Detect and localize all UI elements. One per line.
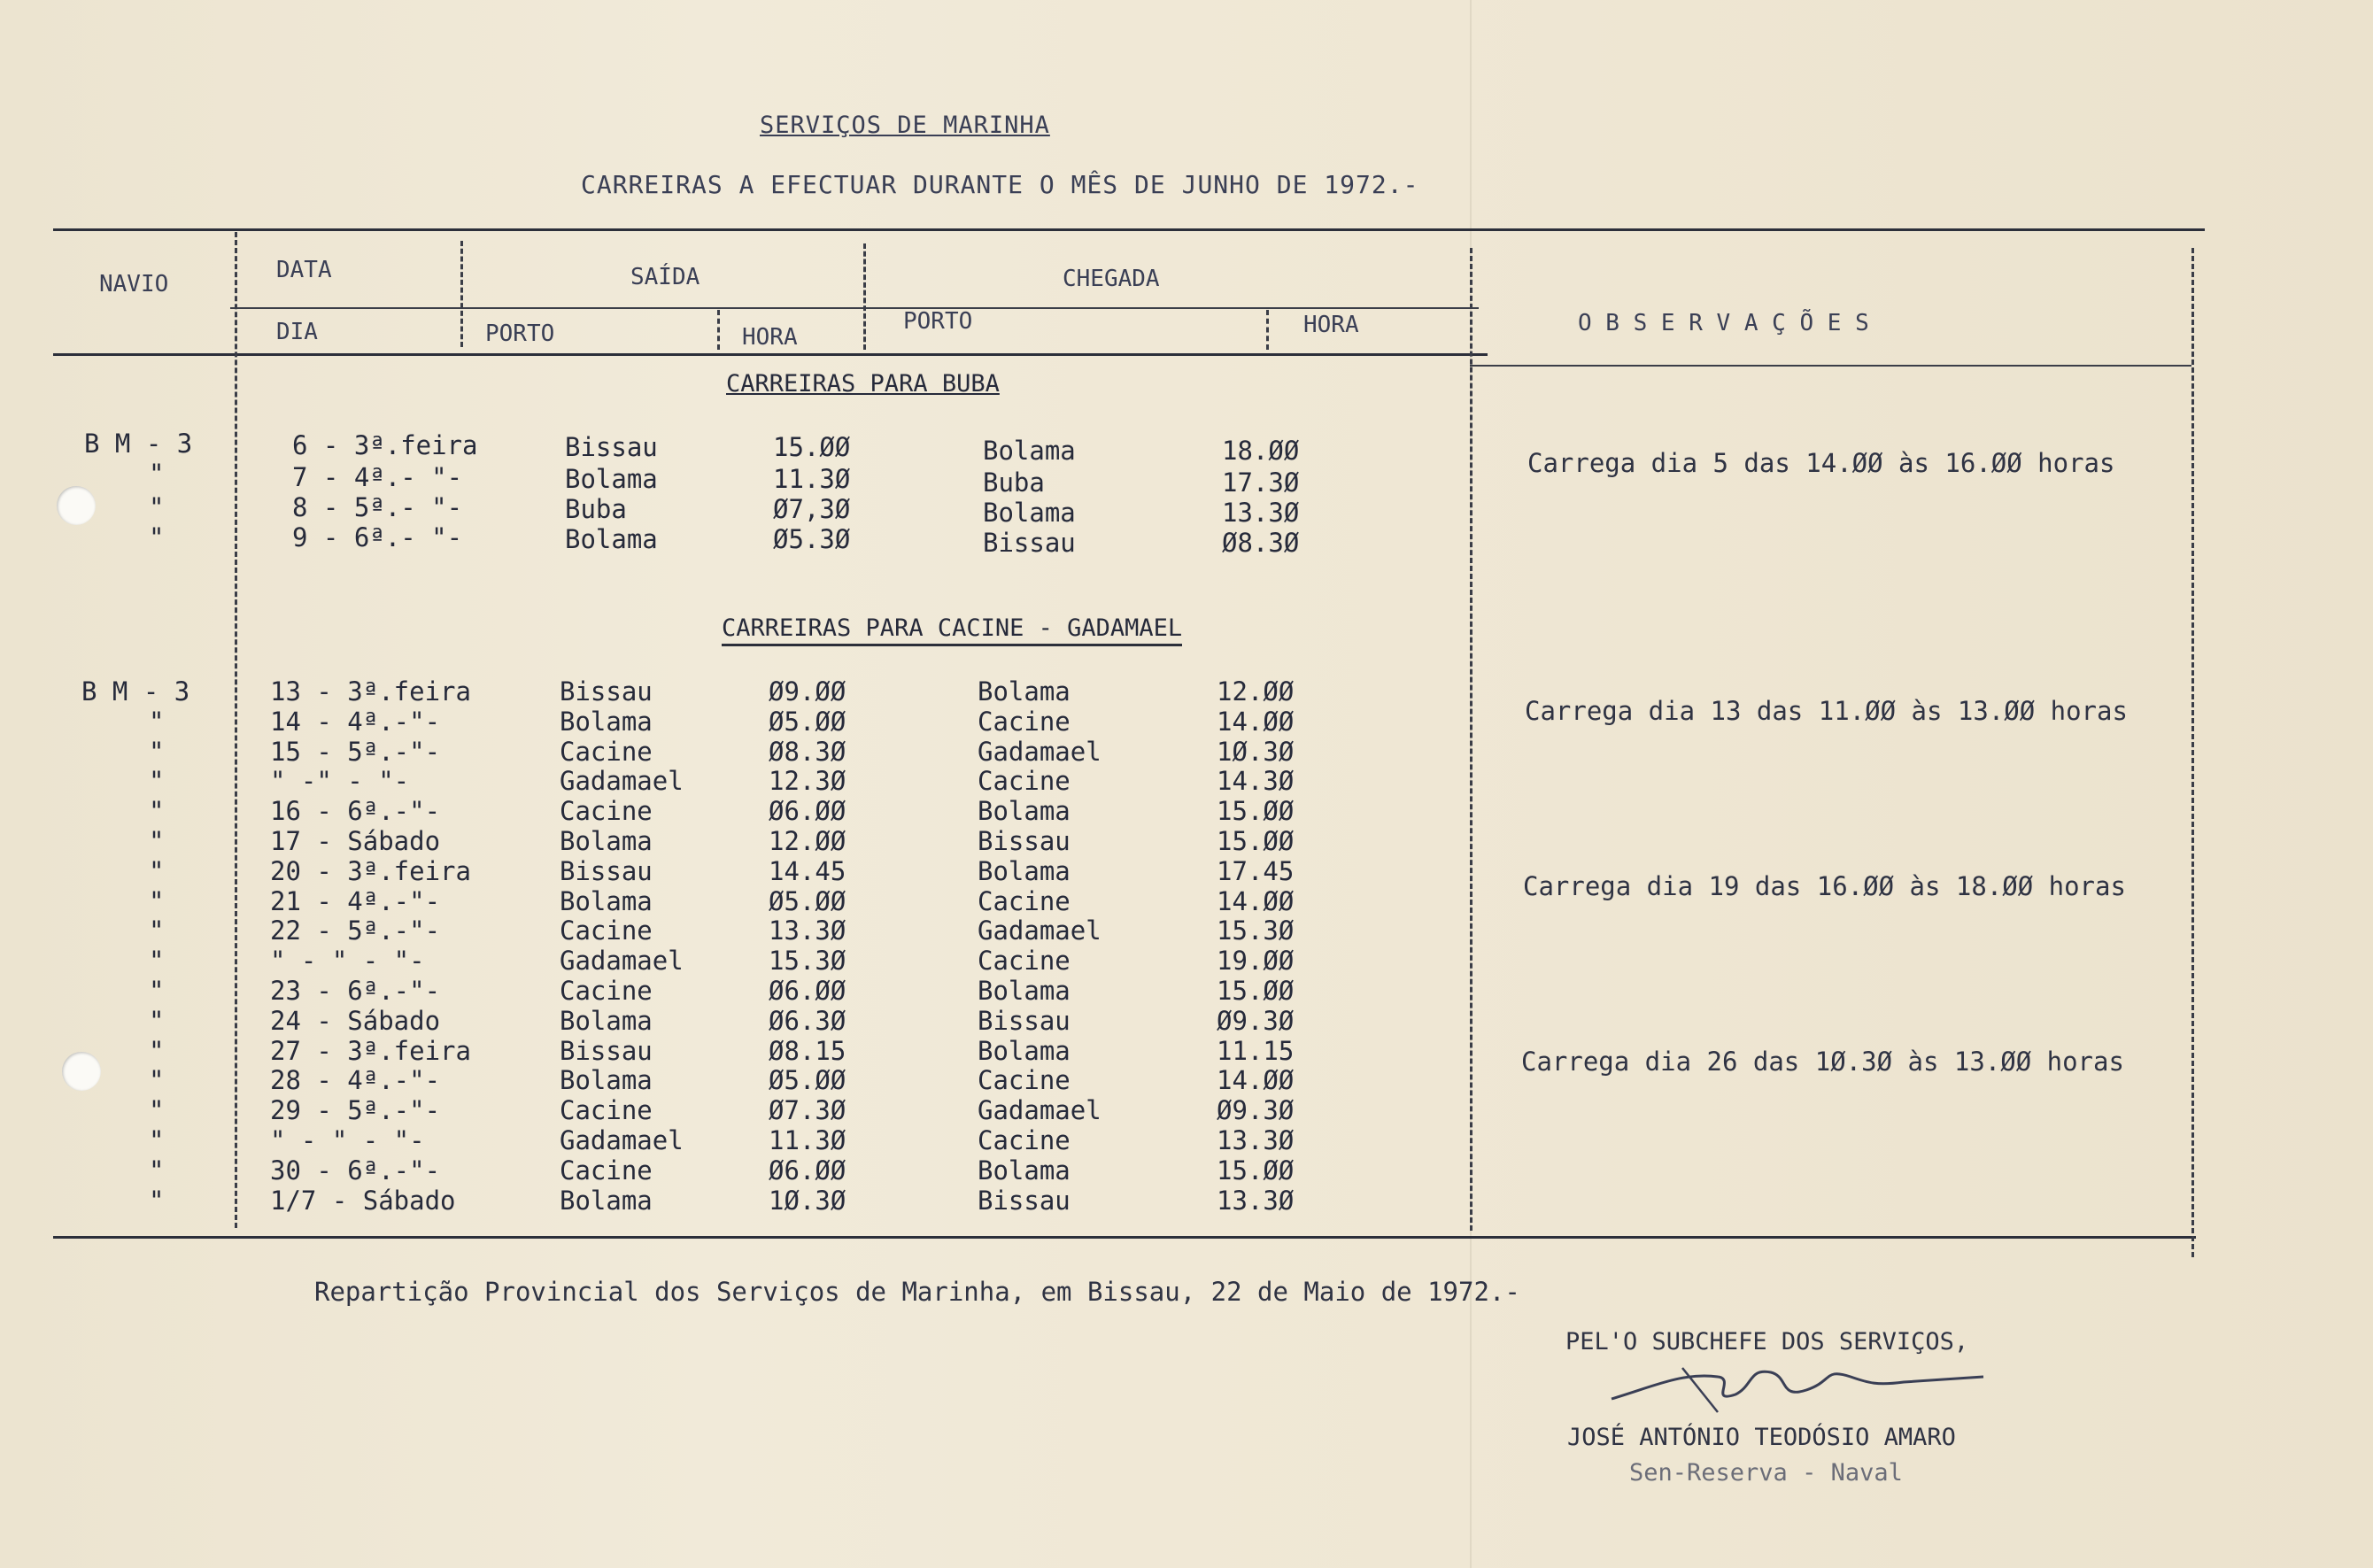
table-row-hora-chegada: 14.ØØ	[1217, 886, 1295, 916]
obs-header-rule	[1470, 365, 2191, 367]
table-row-hora-saida: Ø7.3Ø	[769, 1095, 846, 1125]
table-row-hora-saida: 15.3Ø	[769, 946, 846, 976]
table-row-porto-saida: Cacine	[560, 1155, 653, 1186]
table-row-porto-saida: Bolama	[560, 1065, 653, 1095]
table-row-porto-chegada: Bissau	[978, 1006, 1071, 1036]
table-row-porto-saida: Cacine	[560, 737, 653, 767]
col-divider-data	[460, 241, 463, 347]
table-row-hora-chegada: Ø8.3Ø	[1222, 528, 1300, 558]
header-chegada-hora: HORA	[1303, 312, 1359, 338]
table-row-porto-saida: Buba	[565, 494, 627, 524]
table-row-hora-chegada: 13.3Ø	[1222, 498, 1300, 528]
table-row-hora-saida: Ø8.15	[769, 1036, 846, 1066]
table-row-navio: "	[149, 976, 165, 1006]
table-row-porto-saida: Bolama	[560, 1186, 653, 1216]
table-row-porto-saida: Cacine	[560, 915, 653, 946]
table-row-hora-chegada: 14.ØØ	[1217, 1065, 1295, 1095]
observation-note: Carrega dia 5 das 14.ØØ às 16.ØØ horas	[1527, 448, 2115, 478]
table-row-porto-chegada: Bissau	[978, 826, 1071, 856]
col-divider-navio	[235, 232, 237, 1228]
header-chegada: CHEGADA	[1063, 266, 1160, 292]
table-row-porto-chegada: Gadamael	[978, 1095, 1101, 1125]
table-row-porto-chegada: Bolama	[983, 498, 1076, 528]
table-row-porto-saida: Gadamael	[560, 1125, 684, 1155]
table-row-hora-saida: 11.3Ø	[769, 1125, 846, 1155]
table-row-porto-chegada: Bolama	[983, 436, 1076, 466]
table-row-porto-chegada: Bissau	[983, 528, 1076, 558]
table-row-porto-chegada: Cacine	[978, 1065, 1071, 1095]
table-row-hora-chegada: 1Ø.3Ø	[1217, 737, 1295, 767]
col-divider-observacoes	[1470, 248, 1472, 1231]
table-row-dia: 13 - 3ª.feira	[270, 676, 471, 707]
on-behalf-line: PEL'O SUBCHEFE DOS SERVIÇOS,	[1565, 1328, 1969, 1356]
table-row-hora-saida: Ø5.ØØ	[769, 707, 846, 737]
table-row-porto-chegada: Gadamael	[978, 737, 1101, 767]
table-row-navio: "	[149, 707, 165, 737]
signatory-name: JOSÉ ANTÓNIO TEODÓSIO AMARO	[1567, 1424, 1956, 1451]
table-row-porto-chegada: Cacine	[978, 886, 1071, 916]
table-row-navio: "	[149, 1006, 165, 1036]
table-row-hora-chegada: 14.3Ø	[1217, 766, 1295, 796]
table-row-porto-chegada: Bolama	[978, 856, 1071, 886]
table-row-dia: 27 - 3ª.feira	[270, 1036, 471, 1066]
header-saida-porto: PORTO	[485, 321, 555, 347]
table-row-hora-saida: Ø6.ØØ	[769, 976, 846, 1006]
table-row-hora-chegada: 13.3Ø	[1217, 1186, 1295, 1216]
table-row-hora-saida: 12.ØØ	[769, 826, 846, 856]
table-row-navio: "	[149, 886, 165, 916]
table-row-porto-saida: Bolama	[560, 886, 653, 916]
table-row-navio: "	[149, 856, 165, 886]
table-row-navio: "	[149, 796, 165, 826]
table-row-navio: "	[149, 522, 165, 552]
table-row-porto-chegada: Cacine	[978, 766, 1071, 796]
table-row-hora-chegada: 17.3Ø	[1222, 467, 1300, 498]
table-row-dia: 28 - 4ª.-"-	[270, 1065, 441, 1095]
table-row-hora-chegada: 15.ØØ	[1217, 1155, 1295, 1186]
table-row-hora-saida: Ø7,3Ø	[773, 494, 851, 524]
table-row-navio: "	[149, 1186, 165, 1216]
table-row-hora-saida: Ø6.3Ø	[769, 1006, 846, 1036]
table-row-navio: "	[149, 737, 165, 767]
table-row-porto-chegada: Cacine	[978, 1125, 1071, 1155]
place-and-date: Repartição Provincial dos Serviços de Marinha, em Bissau, 22 de Maio de 1972.-	[314, 1277, 1520, 1307]
table-row-porto-saida: Cacine	[560, 976, 653, 1006]
table-row-navio: "	[149, 915, 165, 946]
table-row-porto-saida: Bolama	[560, 826, 653, 856]
table-row-dia: 22 - 5ª.-"-	[270, 915, 441, 946]
header-navio: NAVIO	[99, 271, 169, 297]
header-chegada-porto: PORTO	[903, 308, 973, 335]
observation-note: Carrega dia 26 das 1Ø.3Ø às 13.ØØ horas	[1521, 1047, 2124, 1077]
table-row-hora-chegada: 19.ØØ	[1217, 946, 1295, 976]
table-row-porto-saida: Bolama	[560, 707, 653, 737]
table-row-hora-chegada: 15.3Ø	[1217, 915, 1295, 946]
table-row-dia: 9 - 6ª.- "-	[292, 522, 463, 552]
table-row-navio: "	[149, 492, 165, 522]
table-row-hora-chegada: 13.3Ø	[1217, 1125, 1295, 1155]
table-row-porto-saida: Bissau	[560, 1036, 653, 1066]
table-row-dia: " -" - "-	[270, 766, 410, 796]
section-title-cacine-gadamael: CARREIRAS PARA CACINE - GADAMAEL	[722, 614, 1182, 646]
observation-note: Carrega dia 13 das 11.ØØ às 13.ØØ horas	[1525, 696, 2128, 726]
table-row-porto-saida: Gadamael	[560, 946, 684, 976]
table-row-dia: " - " - "-	[270, 946, 425, 976]
table-row-hora-saida: 15.ØØ	[773, 432, 851, 462]
table-row-hora-chegada: Ø9.3Ø	[1217, 1095, 1295, 1125]
table-row-hora-chegada: 12.ØØ	[1217, 676, 1295, 707]
table-row-dia: 29 - 5ª.-"-	[270, 1095, 441, 1125]
table-row-porto-saida: Gadamael	[560, 766, 684, 796]
table-row-hora-saida: 1Ø.3Ø	[769, 1186, 846, 1216]
table-row-hora-saida: Ø5.ØØ	[769, 886, 846, 916]
table-row-navio: "	[149, 1036, 165, 1066]
table-row-navio: "	[149, 766, 165, 796]
section-title-buba: CARREIRAS PARA BUBA	[726, 370, 1000, 398]
observation-note: Carrega dia 19 das 16.ØØ às 18.ØØ horas	[1523, 871, 2126, 901]
table-row-hora-chegada: 11.15	[1217, 1036, 1295, 1066]
table-row-porto-saida: Bolama	[560, 1006, 653, 1036]
table-row-porto-saida: Bissau	[560, 676, 653, 707]
table-row-hora-saida: Ø8.3Ø	[769, 737, 846, 767]
table-row-dia: 20 - 3ª.feira	[270, 856, 471, 886]
table-row-hora-chegada: 15.ØØ	[1217, 826, 1295, 856]
table-row-navio: "	[149, 826, 165, 856]
col-divider-right	[2191, 248, 2194, 1257]
header-mid-rule	[230, 307, 1479, 309]
table-row-hora-saida: Ø5.3Ø	[773, 524, 851, 554]
table-row-dia: 1/7 - Sábado	[270, 1186, 456, 1216]
table-row-hora-saida: 13.3Ø	[769, 915, 846, 946]
table-row-dia: 23 - 6ª.-"-	[270, 976, 441, 1006]
table-row-navio: B M - 3	[81, 676, 190, 707]
header-bottom-rule	[53, 353, 1488, 356]
table-row-hora-chegada: 18.ØØ	[1222, 436, 1300, 466]
table-row-dia: 21 - 4ª.-"-	[270, 886, 441, 916]
table-row-porto-chegada: Bolama	[978, 976, 1071, 1006]
table-top-rule	[53, 228, 2205, 231]
table-row-porto-chegada: Bolama	[978, 796, 1071, 826]
table-row-porto-chegada: Bolama	[978, 1155, 1071, 1186]
table-row-dia: 6 - 3ª.feira	[292, 430, 478, 460]
document-title: CARREIRAS A EFECTUAR DURANTE O MÊS DE JUNHO DE 1972.-	[581, 170, 1419, 199]
table-row-hora-chegada: 17.45	[1217, 856, 1295, 886]
table-row-porto-saida: Bolama	[565, 524, 658, 554]
table-row-navio: "	[149, 459, 165, 489]
table-row-porto-chegada: Cacine	[978, 707, 1071, 737]
header-saida-hora: HORA	[742, 324, 798, 351]
col-divider-hora-saida	[717, 310, 720, 350]
table-row-porto-saida: Cacine	[560, 796, 653, 826]
table-row-dia: 17 - Sábado	[270, 826, 441, 856]
table-row-navio: "	[149, 1065, 165, 1095]
table-row-dia: 16 - 6ª.-"-	[270, 796, 441, 826]
table-row-hora-chegada: 14.ØØ	[1217, 707, 1295, 737]
table-row-porto-saida: Bissau	[560, 856, 653, 886]
table-row-hora-saida: Ø6.ØØ	[769, 1155, 846, 1186]
table-row-hora-saida: Ø9.ØØ	[769, 676, 846, 707]
table-row-porto-chegada: Buba	[983, 467, 1045, 498]
table-row-dia: " - " - "-	[270, 1125, 425, 1155]
table-row-porto-chegada: Cacine	[978, 946, 1071, 976]
table-row-porto-chegada: Gadamael	[978, 915, 1101, 946]
table-row-hora-saida: 11.3Ø	[773, 464, 851, 494]
document-org: SERVIÇOS DE MARINHA	[760, 112, 1050, 139]
table-row-hora-saida: Ø6.ØØ	[769, 796, 846, 826]
table-row-porto-chegada: Bolama	[978, 676, 1071, 707]
table-row-dia: 24 - Sábado	[270, 1006, 441, 1036]
table-row-porto-chegada: Bolama	[978, 1036, 1071, 1066]
col-divider-hora-chegada	[1266, 310, 1269, 350]
signature	[1603, 1350, 1992, 1421]
table-row-navio: "	[149, 1095, 165, 1125]
table-row-navio: "	[149, 1125, 165, 1155]
table-row-hora-chegada: Ø9.3Ø	[1217, 1006, 1295, 1036]
table-row-navio: "	[149, 946, 165, 976]
table-row-porto-saida: Bolama	[565, 464, 658, 494]
table-row-hora-saida: Ø5.ØØ	[769, 1065, 846, 1095]
table-row-dia: 8 - 5ª.- "-	[292, 492, 463, 522]
header-dia: DIA	[276, 319, 318, 345]
table-row-porto-saida: Cacine	[560, 1095, 653, 1125]
header-saida: SAÍDA	[630, 264, 700, 290]
table-row-hora-chegada: 15.ØØ	[1217, 976, 1295, 1006]
table-row-navio: B M - 3	[84, 429, 193, 459]
table-row-porto-chegada: Bissau	[978, 1186, 1071, 1216]
table-row-dia: 14 - 4ª.-"-	[270, 707, 441, 737]
table-row-hora-saida: 14.45	[769, 856, 846, 886]
table-row-hora-chegada: 15.ØØ	[1217, 796, 1295, 826]
table-row-dia: 15 - 5ª.-"-	[270, 737, 441, 767]
table-row-dia: 7 - 4ª.- "-	[292, 462, 463, 492]
table-bottom-rule	[53, 1236, 2196, 1239]
header-observacoes: O B S E R V A Ç Õ E S	[1578, 310, 1869, 336]
table-row-navio: "	[149, 1155, 165, 1186]
table-row-dia: 30 - 6ª.-"-	[270, 1155, 441, 1186]
punch-hole-bottom	[62, 1052, 101, 1091]
header-data: DATA	[276, 257, 332, 283]
signatory-rank: Sen-Reserva - Naval	[1629, 1459, 1903, 1487]
punch-hole-top	[57, 486, 96, 525]
table-row-hora-saida: 12.3Ø	[769, 766, 846, 796]
col-divider-saida	[863, 243, 866, 350]
table-row-porto-saida: Bissau	[565, 432, 658, 462]
